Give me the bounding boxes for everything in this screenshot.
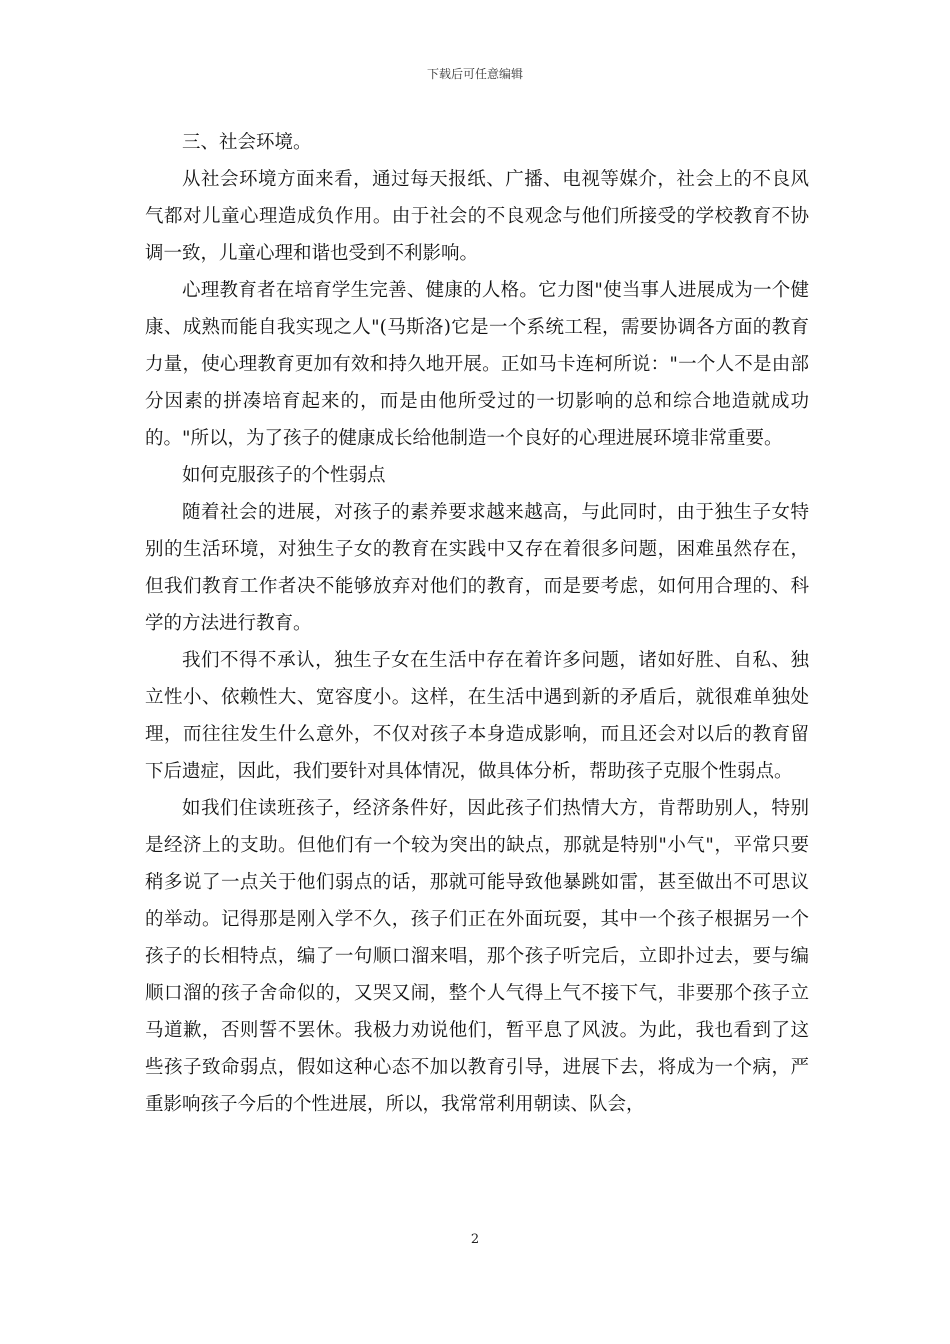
subheading: 如何克服孩子的个性弱点 xyxy=(182,465,386,486)
section-heading: 三、社会环境。 xyxy=(182,132,312,153)
paragraph-1: 从社会环境方面来看，通过每天报纸、广播、电视等媒介，社会上的不良风气都对儿童心理造成负作用。由于社会的不良观念与他们所接受的学校教育不协调一致，儿童心理和谐也受到不利影响。 xyxy=(145,169,809,264)
page-number: 2 xyxy=(470,1232,480,1247)
paragraph-4: 我们不得不承认，独生子女在生活中存在着许多问题，诸如好胜、自私、独立性小、依赖性大、宽容度小。这样，在生活中遇到新的矛盾后，就很难单独处理，而往往发生什么意外，不仅对孩子本身造成影响，而且还会对以后的教育留下后遗症，因此，我们要针对具体情况，做具体分析，帮助孩子克服个性弱点。 xyxy=(145,650,809,782)
page-header: 下载后可任意编辑 xyxy=(426,67,523,81)
paragraph-3: 随着社会的进展，对孩子的素养要求越来越高，与此同时，由于独生子女特别的生活环境，对独生子女的教育在实践中又存在着很多问题，困难虽然存在，但我们教育工作者决不能够放弃对他们的教育，而是要考虑，如何用合理的、科学的方法进行教育。 xyxy=(145,502,809,634)
document-body xyxy=(145,124,809,1123)
paragraph-5: 如我们住读班孩子，经济条件好，因此孩子们热情大方，肯帮助别人，特别是经济上的支助。但他们有一个较为突出的缺点，那就是特别"小气"，平常只要稍多说了一点关于他们弱点的话，那就可能导致他暴跳如雷，甚至做出不可思议的举动。记得那是刚入学不久，孩子们正在外面玩耍，其中一个孩子根据另一个孩子的长相特点，编了一句顺口溜来唱，那个孩子听完后，立即扑过去，要与编顺口溜的孩子舍命似的，又哭又闹，整个人气得上气不接下气，非要那个孩子立马道歉，否则誓不罢休。我极力劝说他们，暂平息了风波。为此，我也看到了这些孩子致命弱点，假如这种心态不加以教育引导，进展下去，将成为一个病，严重影响孩子今后的个性进展，所以，我常常利用朝读、队会， xyxy=(145,798,809,1115)
paragraph-2: 心理教育者在培育学生完善、健康的人格。它力图"使当事人进展成为一个健康、成熟而能自我实现之人"(马斯洛)它是一个系统工程，需要协调各方面的教育力量，使心理教育更加有效和持久地开展。正如马卡连柯所说："一个人不是由部分因素的拼凑培育起来的，而是由他所受过的一切影响的总和综合地造就成功的。"所以，为了孩子的健康成长给他制造一个良好的心理进展环境非常重要。 xyxy=(145,280,809,449)
